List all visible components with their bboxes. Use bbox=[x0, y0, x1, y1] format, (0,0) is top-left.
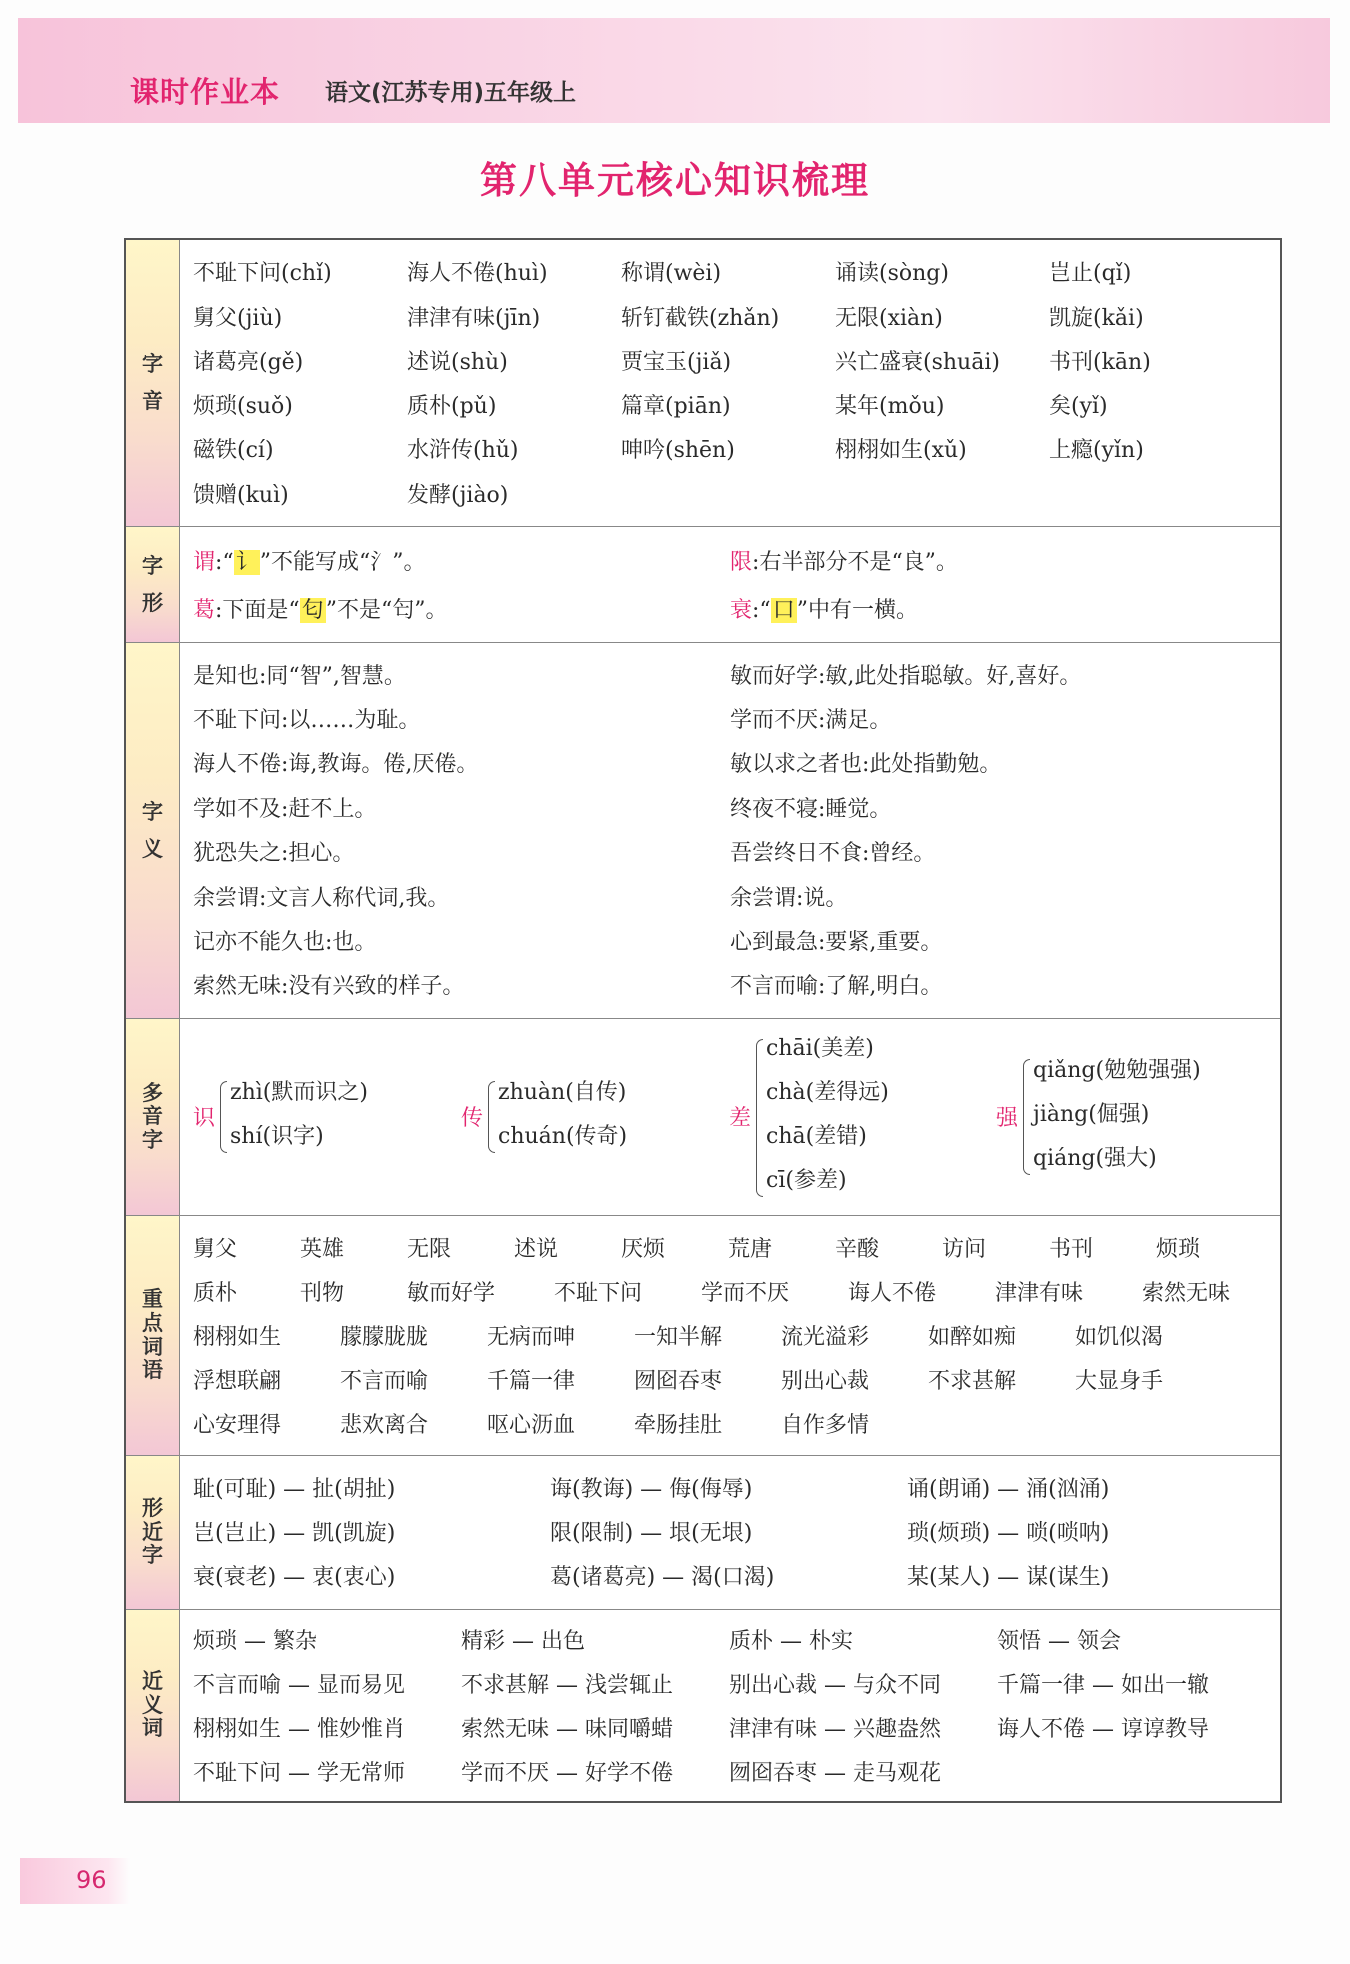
key-word: 厌烦 bbox=[621, 1237, 666, 1262]
synonym-pair: 津津有味 — 兴趣盎然 bbox=[729, 1717, 941, 1742]
jinyi-grid bbox=[126, 1610, 1280, 1801]
ziyi-item: 心到最急:要紧,重要。 bbox=[730, 930, 943, 955]
synonym-pair: 诲人不倦 — 谆谆教导 bbox=[997, 1717, 1209, 1742]
key-word: 不求甚解 bbox=[928, 1369, 1017, 1394]
brand-title: 课时作业本 bbox=[130, 75, 281, 109]
synonym-pair: 千篇一律 — 如出一辙 bbox=[997, 1673, 1209, 1698]
synonym-pair: 不言而喻 — 显而易见 bbox=[193, 1673, 405, 1698]
ziyi-item: 索然无味:没有兴致的样子。 bbox=[193, 974, 465, 999]
key-word: 烦琐 bbox=[1156, 1237, 1201, 1262]
key-word: 索然无味 bbox=[1142, 1281, 1231, 1306]
duoyinzi-grid bbox=[126, 1019, 1280, 1215]
ziyin-item: 岂止(qǐ) bbox=[1049, 261, 1132, 286]
section-label: 近义词 bbox=[126, 1610, 180, 1801]
similar-char-pair: 耻(可耻) — 扯(胡扯) bbox=[193, 1477, 396, 1502]
similar-char-pair: 岂(岂止) — 凯(凯旋) bbox=[193, 1521, 396, 1546]
brace-mark bbox=[756, 1039, 763, 1197]
polyphone-reading: qiáng(强大) bbox=[1033, 1146, 1157, 1171]
zixing-item: 谓:“讠”不能写成“氵”。 bbox=[193, 550, 426, 575]
ziyin-item: 海人不倦(huì) bbox=[407, 261, 548, 286]
synonym-pair: 索然无味 — 味同嚼蜡 bbox=[461, 1717, 673, 1742]
ziyin-item: 某年(mǒu) bbox=[835, 394, 945, 419]
similar-char-pair: 衰(衰老) — 衷(衷心) bbox=[193, 1565, 396, 1590]
synonym-pair: 烦琐 — 繁杂 bbox=[193, 1629, 317, 1654]
section-ziyin bbox=[126, 240, 1280, 527]
ziyi-grid bbox=[126, 643, 1280, 1018]
section-label: 字音 bbox=[126, 240, 180, 526]
polyphone-reading: chā(差错) bbox=[766, 1124, 867, 1149]
key-word: 诲人不倦 bbox=[848, 1281, 937, 1306]
zixing-item: 衰:“口”中有一横。 bbox=[730, 598, 918, 623]
ziyi-item: 不言而喻:了解,明白。 bbox=[730, 974, 943, 999]
similar-char-pair: 某(某人) — 谋(谋生) bbox=[907, 1565, 1110, 1590]
key-word: 辛酸 bbox=[835, 1237, 880, 1262]
similar-char-pair: 诵(朗诵) — 涌(汹涌) bbox=[907, 1477, 1110, 1502]
key-word: 质朴 bbox=[193, 1281, 238, 1306]
key-word: 呕心沥血 bbox=[487, 1413, 576, 1438]
ziyin-item: 篇章(piān) bbox=[621, 394, 731, 419]
ziyi-item: 记亦不能久也:也。 bbox=[193, 930, 377, 955]
ziyi-item: 余尝谓:文言人称代词,我。 bbox=[193, 886, 450, 911]
ziyi-item: 学而不厌:满足。 bbox=[730, 708, 892, 733]
highlight-mark: 讠 bbox=[235, 550, 258, 575]
ziyi-item: 吾尝终日不食:曾经。 bbox=[730, 841, 936, 866]
key-word: 述说 bbox=[514, 1237, 559, 1262]
key-word: 刊物 bbox=[300, 1281, 345, 1306]
synonym-pair: 质朴 — 朴实 bbox=[729, 1629, 853, 1654]
key-word: 如饥似渴 bbox=[1075, 1325, 1164, 1350]
polyphone-reading: zhì(默而识之) bbox=[230, 1080, 368, 1105]
polyphone-reading: shí(识字) bbox=[230, 1124, 324, 1149]
brace-mark bbox=[220, 1081, 227, 1153]
subject-title: 语文(江苏专用)五年级上 bbox=[325, 80, 577, 106]
synonym-pair: 别出心裁 — 与众不同 bbox=[729, 1673, 941, 1698]
ziyin-item: 斩钉截铁(zhǎn) bbox=[621, 306, 780, 331]
section-label: 形近字 bbox=[126, 1456, 180, 1609]
ziyin-item: 诵读(sòng) bbox=[835, 261, 949, 286]
ziyin-item: 无限(xiàn) bbox=[835, 306, 943, 331]
ziyin-item: 舅父(jiù) bbox=[193, 306, 283, 331]
polyphone-char: 差 bbox=[729, 1106, 752, 1131]
ziyi-item: 海人不倦:诲,教诲。倦,厌倦。 bbox=[193, 752, 479, 777]
similar-char-pair: 琐(烦琐) — 唢(唢呐) bbox=[907, 1521, 1110, 1546]
key-word: 津津有味 bbox=[995, 1281, 1084, 1306]
brace-mark bbox=[488, 1081, 495, 1153]
synonym-pair: 精彩 — 出色 bbox=[461, 1629, 585, 1654]
key-word: 英雄 bbox=[300, 1237, 345, 1262]
ziyin-item: 馈赠(kuì) bbox=[193, 483, 289, 508]
ziyin-item: 烦琐(suǒ) bbox=[193, 394, 293, 419]
key-word: 悲欢离合 bbox=[340, 1413, 429, 1438]
key-word: 访问 bbox=[942, 1237, 987, 1262]
ziyin-item: 贾宝玉(jiǎ) bbox=[621, 350, 732, 375]
polyphone-reading: chà(差得远) bbox=[766, 1080, 889, 1105]
polyphone-reading: chāi(美差) bbox=[766, 1036, 874, 1061]
ziyin-item: 上瘾(yǐn) bbox=[1049, 438, 1144, 463]
key-word: 朦朦胧胧 bbox=[340, 1325, 429, 1350]
key-word: 心安理得 bbox=[193, 1413, 282, 1438]
polyphone-reading: chuán(传奇) bbox=[498, 1124, 628, 1149]
key-word: 舅父 bbox=[193, 1237, 238, 1262]
key-word: 栩栩如生 bbox=[193, 1325, 282, 1350]
section-xingjin bbox=[126, 1456, 1280, 1610]
key-word: 无病而呻 bbox=[487, 1325, 576, 1350]
polyphone-char: 强 bbox=[996, 1106, 1019, 1131]
ziyi-item: 余尝谓:说。 bbox=[730, 886, 848, 911]
synonym-pair: 不耻下问 — 学无常师 bbox=[193, 1761, 405, 1786]
ziyin-item: 水浒传(hǔ) bbox=[407, 438, 519, 463]
key-word: 敏而好学 bbox=[407, 1281, 496, 1306]
key-word: 浮想联翩 bbox=[193, 1369, 282, 1394]
knowledge-table bbox=[124, 238, 1282, 1803]
ziyin-item: 称谓(wèi) bbox=[621, 261, 722, 286]
key-word: 书刊 bbox=[1049, 1237, 1094, 1262]
section-zhongdian bbox=[126, 1216, 1280, 1456]
synonym-pair: 学而不厌 — 好学不倦 bbox=[461, 1761, 673, 1786]
zixing-item: 葛:下面是“匂”不是“匄”。 bbox=[193, 598, 448, 623]
ziyin-item: 述说(shù) bbox=[407, 350, 508, 375]
ziyi-item: 敏而好学:敏,此处指聪敏。好,喜好。 bbox=[730, 664, 1082, 689]
ziyin-item: 诸葛亮(gě) bbox=[193, 350, 304, 375]
ziyin-item: 书刊(kān) bbox=[1049, 350, 1151, 375]
zixing-grid bbox=[126, 527, 1280, 642]
ziyi-item: 学如不及:赶不上。 bbox=[193, 797, 377, 822]
key-word: 自作多情 bbox=[781, 1413, 870, 1438]
section-zixing bbox=[126, 527, 1280, 643]
page-number: 96 bbox=[76, 1866, 107, 1894]
synonym-pair: 不求甚解 — 浅尝辄止 bbox=[461, 1673, 673, 1698]
ziyi-item: 敏以求之者也:此处指勤勉。 bbox=[730, 752, 1002, 777]
key-word: 一知半解 bbox=[634, 1325, 723, 1350]
ziyin-item: 栩栩如生(xǔ) bbox=[835, 438, 967, 463]
zhongdian-grid bbox=[126, 1216, 1280, 1455]
key-word: 千篇一律 bbox=[487, 1369, 576, 1394]
ziyin-item: 凯旋(kǎi) bbox=[1049, 306, 1144, 331]
key-word: 大显身手 bbox=[1075, 1369, 1164, 1394]
polyphone-reading: zhuàn(自传) bbox=[498, 1080, 627, 1105]
section-ziyi bbox=[126, 643, 1280, 1019]
key-word: 无限 bbox=[407, 1237, 452, 1262]
key-word: 学而不厌 bbox=[701, 1281, 790, 1306]
polyphone-char: 传 bbox=[461, 1106, 484, 1131]
ziyi-item: 终夜不寝:睡觉。 bbox=[730, 797, 892, 822]
zixing-item: 限:右半部分不是“良”。 bbox=[730, 550, 958, 575]
ziyin-item: 兴亡盛衰(shuāi) bbox=[835, 350, 1000, 375]
polyphone-reading: cī(参差) bbox=[766, 1168, 847, 1193]
section-label: 字形 bbox=[126, 527, 180, 642]
synonym-pair: 栩栩如生 — 惟妙惟肖 bbox=[193, 1717, 405, 1742]
similar-char-pair: 限(限制) — 垠(无垠) bbox=[550, 1521, 753, 1546]
ziyi-item: 不耻下问:以……为耻。 bbox=[193, 708, 421, 733]
polyphone-char: 识 bbox=[193, 1106, 216, 1131]
key-word: 如醉如痴 bbox=[928, 1325, 1017, 1350]
ziyin-item: 矣(yǐ) bbox=[1049, 394, 1108, 419]
highlight-mark: 口 bbox=[772, 598, 795, 623]
key-word: 囫囵吞枣 bbox=[634, 1369, 723, 1394]
section-label: 多音字 bbox=[126, 1019, 180, 1215]
highlight-mark: 匂 bbox=[301, 598, 324, 623]
ziyin-item: 质朴(pǔ) bbox=[407, 394, 497, 419]
xingjin-grid bbox=[126, 1456, 1280, 1609]
ziyin-item: 磁铁(cí) bbox=[193, 438, 274, 463]
ziyin-item: 呻吟(shēn) bbox=[621, 438, 735, 463]
synonym-pair: 领悟 — 领会 bbox=[997, 1629, 1121, 1654]
key-word: 牵肠挂肚 bbox=[634, 1413, 723, 1438]
page-title: 第八单元核心知识梳理 bbox=[480, 159, 870, 202]
key-word: 不言而喻 bbox=[340, 1369, 429, 1394]
synonym-pair: 囫囵吞枣 — 走马观花 bbox=[729, 1761, 941, 1786]
key-word: 别出心裁 bbox=[781, 1369, 870, 1394]
ziyi-item: 是知也:同“智”,智慧。 bbox=[193, 664, 406, 689]
key-word: 不耻下问 bbox=[554, 1281, 643, 1306]
page-number-badge bbox=[20, 1858, 130, 1904]
section-duoyinzi bbox=[126, 1019, 1280, 1216]
brace-mark bbox=[1023, 1059, 1030, 1175]
key-word: 流光溢彩 bbox=[781, 1325, 870, 1350]
polyphone-reading: jiàng(倔强) bbox=[1033, 1102, 1150, 1127]
ziyin-grid bbox=[126, 240, 1280, 526]
section-label: 重点词语 bbox=[126, 1216, 180, 1455]
key-word: 荒唐 bbox=[728, 1237, 773, 1262]
ziyin-item: 津津有味(jīn) bbox=[407, 306, 541, 331]
polyphone-reading: qiǎng(勉勉强强) bbox=[1033, 1058, 1201, 1083]
section-label: 字义 bbox=[126, 643, 180, 1018]
ziyin-item: 发酵(jiào) bbox=[407, 483, 509, 508]
section-jinyi bbox=[126, 1610, 1280, 1801]
similar-char-pair: 诲(教诲) — 侮(侮辱) bbox=[550, 1477, 753, 1502]
ziyi-item: 犹恐失之:担心。 bbox=[193, 841, 355, 866]
ziyin-item: 不耻下问(chǐ) bbox=[193, 261, 332, 286]
similar-char-pair: 葛(诸葛亮) — 渴(口渴) bbox=[550, 1565, 775, 1590]
